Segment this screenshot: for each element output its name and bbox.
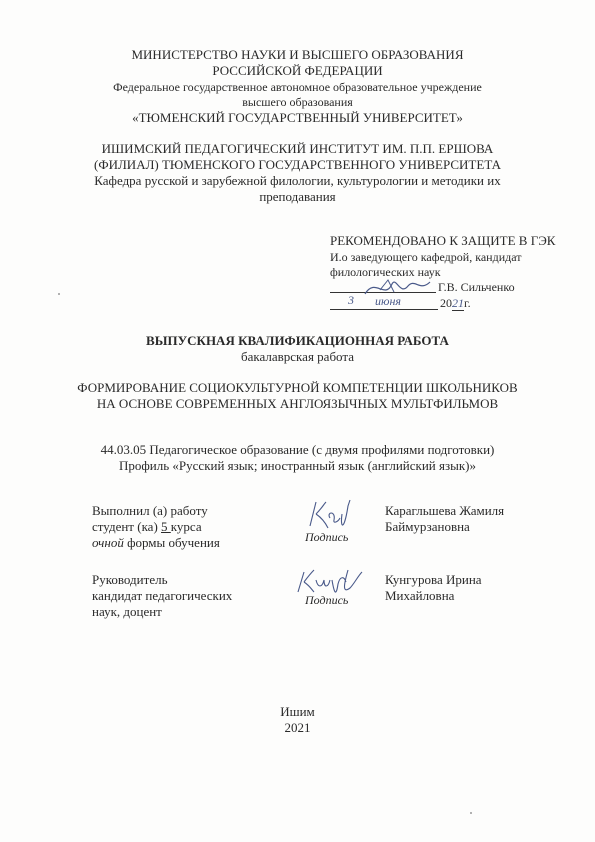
branch-line-1: ИШИМСКИЙ ПЕДАГОГИЧЕСКИЙ ИНСТИТУТ ИМ. П.П. ЕРШОВА (101, 141, 494, 156)
approval-position-line-2: филологических наук (330, 265, 441, 279)
student-form-ital: очной (92, 535, 124, 550)
work-title-line-2: НА ОСНОВЕ СОВРЕМЕННЫХ АНГЛОЯЗЫЧНЫХ МУЛЬТФИЛЬМОВ (96, 396, 499, 411)
student-label-1: Выполнил (а) работу (92, 503, 208, 518)
approval-date-month: июня (375, 294, 401, 308)
department-line-1: Кафедра русской и зарубежной филологии, культурологии и методики их (94, 173, 501, 188)
student-label-2a: студент (ка) (92, 519, 162, 534)
scan-speck (58, 293, 60, 295)
approval-year-end: г. (464, 296, 471, 310)
program-line-2: Профиль «Русский язык; иностранный язык (английский язык)» (119, 458, 476, 473)
ministry-line-1: МИНИСТЕРСТВО НАУКИ И ВЫСШЕГО ОБРАЗОВАНИЯ (131, 47, 464, 62)
approval-position-line-1: И.о заведующего кафедрой, кандидат (330, 250, 522, 264)
supervisor-name-line-1: Кунгурова Ирина (385, 572, 482, 587)
institution-type-line-2: высшего образования (242, 95, 353, 109)
student-name-line-1: Карагльшева Жамиля (385, 503, 505, 518)
work-type: ВЫПУСКНАЯ КВАЛИФИКАЦИОННАЯ РАБОТА (146, 333, 449, 348)
supervisor-label-2: кандидат педагогических (92, 588, 233, 603)
approval-year (440, 296, 471, 311)
supervisor-signature-caption: Подпись (305, 593, 349, 607)
work-subtype: бакалаврская работа (241, 349, 354, 364)
student-label-3-rest: формы обучения (123, 535, 220, 550)
student-name-line-2: Баймурзановна (385, 519, 470, 534)
ministry-line-2: РОССИЙСКОЙ ФЕДЕРАЦИИ (212, 63, 383, 78)
approval-year-suffix: 21 (452, 296, 464, 310)
student-label-2b: курса (170, 519, 202, 534)
university-name: «ТЮМЕНСКИЙ ГОСУДАРСТВЕННЫЙ УНИВЕРСИТЕТ» (132, 110, 463, 125)
supervisor-label-3: наук, доцент (92, 604, 162, 619)
footer-year: 2021 (284, 720, 311, 735)
approval-date-line (330, 309, 438, 310)
approval-date-day: 3 (348, 293, 354, 307)
supervisor-name-line-2: Михайловна (385, 588, 455, 603)
work-title-line-1: ФОРМИРОВАНИЕ СОЦИОКУЛЬТУРНОЙ КОМПЕТЕНЦИИ ШКОЛЬНИКОВ (77, 380, 518, 395)
supervisor-label-1: Руководитель (92, 572, 168, 587)
institution-type-line-1: Федеральное государственное автономное образовательное учреждение (113, 80, 482, 94)
svg-text:Кар: Кар (312, 518, 314, 519)
approval-year-prefix: 20 (440, 296, 452, 310)
student-label-3 (92, 535, 220, 551)
footer-city: Ишим (280, 704, 315, 719)
program-line-1: 44.03.05 Педагогическое образование (с двумя профилями подготовки) (100, 442, 495, 457)
student-course: 5 (161, 519, 171, 534)
scan-speck (470, 812, 472, 814)
approval-name: Г.В. Сильченко (438, 280, 515, 294)
branch-line-2: (ФИЛИАЛ) ТЮМЕНСКОГО ГОСУДАРСТВЕННОГО УНИВЕРСИТЕТА (94, 157, 501, 172)
approval-title: РЕКОМЕНДОВАНО К ЗАЩИТЕ В ГЭК (330, 233, 556, 248)
department-line-2: преподавания (259, 189, 336, 204)
student-label-2 (92, 519, 202, 535)
student-signature-caption: Подпись (305, 530, 349, 544)
